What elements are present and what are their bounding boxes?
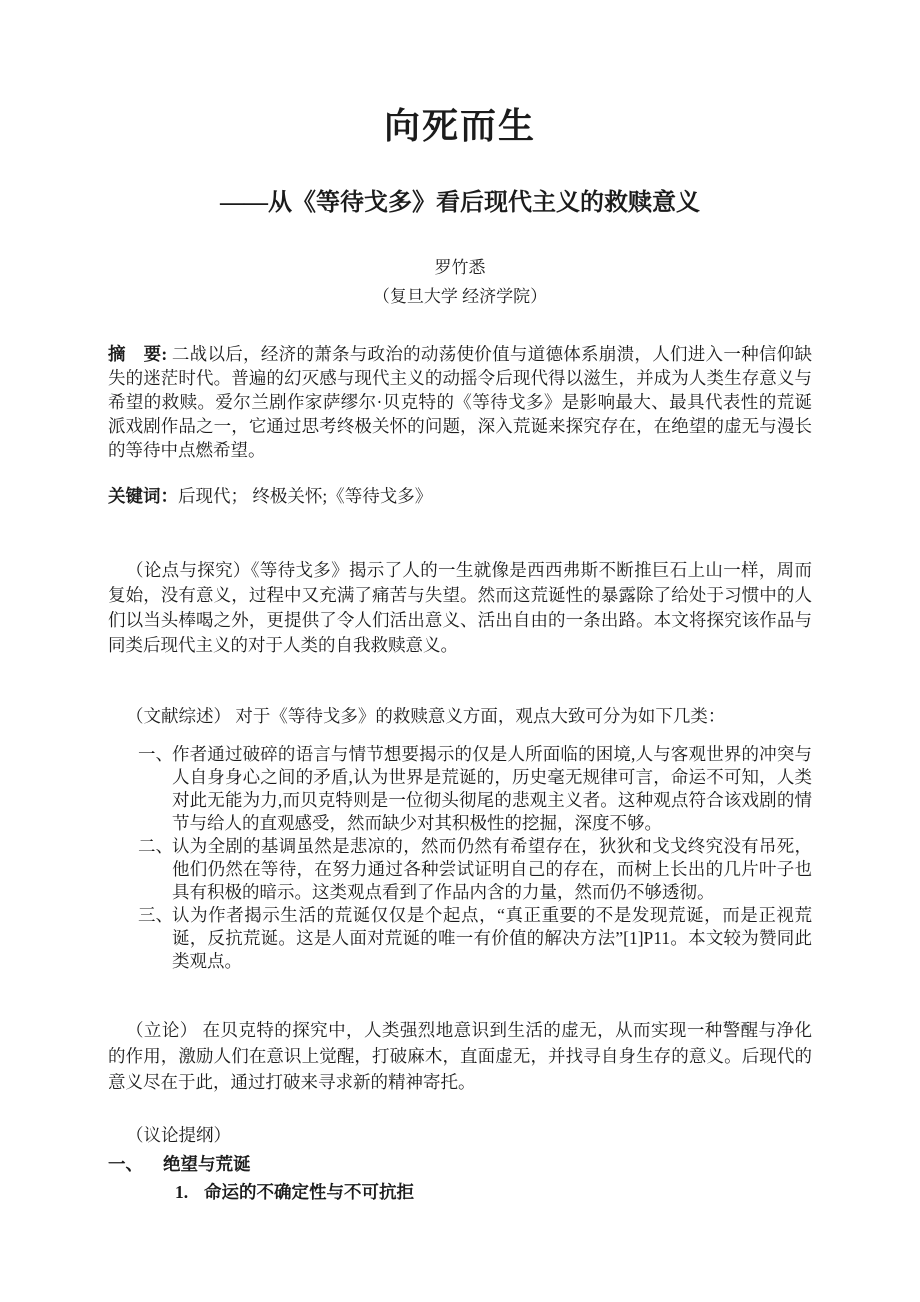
abstract-label: 摘 要: (108, 344, 168, 364)
keywords-text: 后现代； 终极关怀;《等待戈多》 (178, 486, 433, 506)
argument-paragraph: （立论） 在贝克特的探究中，人类强烈地意识到生活的虚无，从而实现一种警醒与净化的作用，激励人们在意识上觉醒，打破麻木，直面虚无，并找寻自身生存的意义。后现代的意义尽在于此，通过打破来寻求新的精神寄托。 (108, 1020, 812, 1092)
list-marker: 一、 (108, 1154, 143, 1174)
list-marker: 1. (175, 1182, 189, 1202)
list-marker: 二、 (138, 836, 173, 856)
keywords-label: 关键词： (108, 486, 178, 506)
outline-heading: （议论提纲） (126, 1125, 231, 1145)
literature-review-intro: （文献综述） 对于《等待戈多》的救赎意义方面，观点大致可分为如下几类： (126, 706, 726, 726)
page-title: 向死而生 (383, 106, 536, 146)
thesis-paragraph: （论点与探究）《等待戈多》揭示了人的一生就像是西西弗斯不断推巨石上山一样，周而复始，没有意义，过程中又充满了痛苦与失望。然而这荒诞性的暴露除了给处于习惯中的人们以当头棒喝之外，更提供了令人们活出意义、活出自由的一条出路。本文将探究该作品与同类后现代主义的对于人类的自我救赎意义。 (108, 560, 812, 655)
outline-subitem-1 (108, 1180, 812, 1204)
author-affiliation: （复旦大学 经济学院） (372, 287, 548, 306)
list-marker: 一、 (138, 744, 173, 764)
abstract-text: 二战以后，经济的萧条与政治的动荡使价值与道德体系崩溃，人们进入一种信仰缺失的迷茫时代。普遍的幻灭感与现代主义的动摇令后现代得以滋生，并成为人类生存意义与希望的救赎。爱尔兰剧作家萨缪尔·贝克特的《等待戈多》是影响最大、最具代表性的荒诞派戏剧作品之一，它通过思考终极关怀的问题，深入荒诞来探究存在，在绝望的虚无与漫长的等待中点燃希望。 (108, 344, 813, 460)
review-item-1 (108, 743, 812, 835)
list-marker: 三、 (138, 905, 173, 925)
abstract-paragraph (108, 342, 812, 462)
review-item-3 (108, 904, 812, 973)
literature-review-list (108, 743, 812, 973)
page-subtitle: ——从《等待戈多》看后现代主义的救赎意义 (220, 190, 700, 216)
review-item-text: 作者通过破碎的语言与情节想要揭示的仅是人所面临的困境,人与客观世界的冲突与人自身身心之间的矛盾,认为世界是荒诞的，历史毫无规律可言，命运不可知，人类对此无能为力,而贝克特则是一位彻头彻尾的悲观主义者。这种观点符合该戏剧的情节与给人的直观感受，然而缺少对其积极性的挖掘，深度不够。 (172, 744, 812, 833)
review-item-text: 认为作者揭示生活的荒诞仅仅是个起点，“真正重要的不是发现荒诞，而是正视荒诞，反抗荒诞。这是人面对荒诞的唯一有价值的解决方法”[1]P11。本文较为赞同此类观点。 (172, 905, 812, 971)
review-item-2 (108, 835, 812, 904)
outline-item-1 (108, 1152, 812, 1176)
outline-item-text: 绝望与荒诞 (163, 1154, 251, 1174)
outline-subitem-text: 命运的不确定性与不可抗拒 (204, 1182, 414, 1202)
review-item-text: 认为全剧的基调虽然是悲凉的，然而仍然有希望存在，狄狄和戈戈终究没有吊死，他们仍然在等待，在努力通过各种尝试证明自己的存在，而树上长出的几片叶子也具有积极的暗示。这类观点看到了作品内含的力量，然而仍不够透彻。 (172, 836, 812, 902)
author-name: 罗竹悉 (434, 258, 486, 277)
keywords-line (108, 484, 812, 508)
